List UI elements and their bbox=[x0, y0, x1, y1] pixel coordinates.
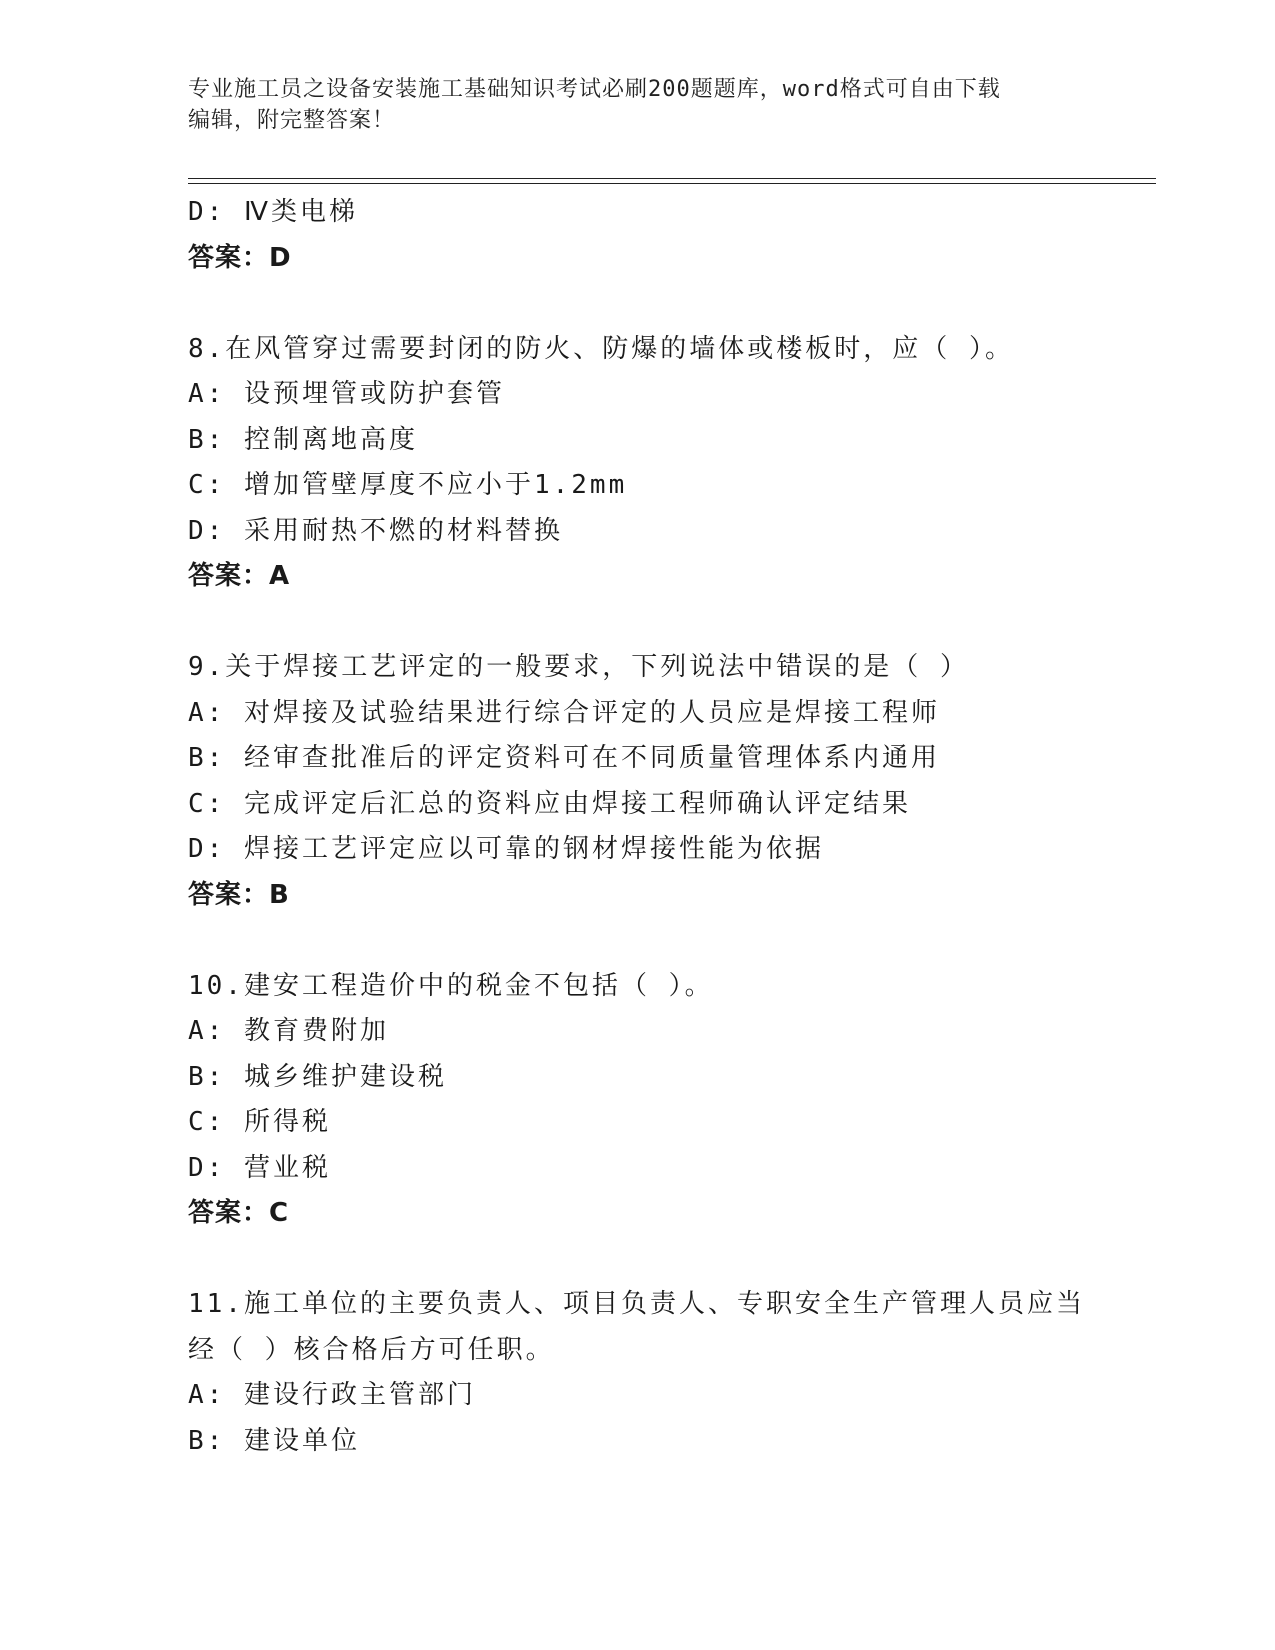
option-c: C: 增加管壁厚度不应小于1.2mm bbox=[188, 470, 628, 500]
question-9 bbox=[188, 645, 1148, 918]
spacer bbox=[188, 918, 1148, 964]
option-d: D: 采用耐热不燃的材料替换 bbox=[188, 515, 563, 546]
option-b: B: 经审查批准后的评定资料可在不同质量管理体系内通用 bbox=[188, 743, 940, 773]
question-stem: 9.关于焊接工艺评定的一般要求，下列说法中错误的是（ ） bbox=[188, 652, 969, 682]
question-stem-line-2: 经（ ）核合格后方可任职。 bbox=[188, 1334, 555, 1365]
header-divider bbox=[188, 178, 1156, 184]
option-b: B: 控制离地高度 bbox=[188, 424, 418, 455]
question-list bbox=[188, 190, 1148, 1464]
option-a: A: 建设行政主管部门 bbox=[188, 1380, 476, 1410]
spacer bbox=[188, 281, 1148, 327]
question-stem: 10.建安工程造价中的税金不包括（ ）。 bbox=[188, 970, 714, 1001]
question-7-fragment bbox=[188, 190, 1148, 281]
question-stem: 8.在风管穿过需要封闭的防火、防爆的墙体或楼板时，应（ ）。 bbox=[188, 333, 1014, 364]
option-d: D: Ⅳ类电梯 bbox=[188, 197, 358, 227]
question-10 bbox=[188, 964, 1148, 1237]
header-title-line-1: 专业施工员之设备安装施工基础知识考试必刷200题题库，word格式可自由下载 bbox=[188, 77, 1001, 102]
option-a: A: 设预埋管或防护套管 bbox=[188, 379, 505, 409]
question-8 bbox=[188, 327, 1148, 600]
option-d: D: 营业税 bbox=[188, 1152, 331, 1183]
document-header bbox=[188, 74, 1078, 136]
option-a: A: 教育费附加 bbox=[188, 1016, 389, 1046]
option-b: B: 城乡维护建设税 bbox=[188, 1061, 447, 1092]
answer-line: 答案：A bbox=[188, 561, 291, 591]
option-a: A: 对焊接及试验结果进行综合评定的人员应是焊接工程师 bbox=[188, 697, 940, 728]
spacer bbox=[188, 600, 1148, 646]
answer-line: 答案：D bbox=[188, 242, 292, 273]
question-stem-line-1: 11.施工单位的主要负责人、项目负责人、专职安全生产管理人员应当 bbox=[188, 1289, 1085, 1319]
option-c: C: 所得税 bbox=[188, 1107, 331, 1137]
answer-line: 答案：C bbox=[188, 1198, 290, 1228]
answer-line: 答案：B bbox=[188, 879, 290, 910]
option-c: C: 完成评定后汇总的资料应由焊接工程师确认评定结果 bbox=[188, 788, 911, 819]
option-b: B: 建设单位 bbox=[188, 1425, 360, 1456]
option-d: D: 焊接工艺评定应以可靠的钢材焊接性能为依据 bbox=[188, 834, 824, 864]
spacer bbox=[188, 1237, 1148, 1283]
header-title-line-2: 编辑，附完整答案！ bbox=[188, 108, 396, 133]
question-11 bbox=[188, 1282, 1148, 1464]
